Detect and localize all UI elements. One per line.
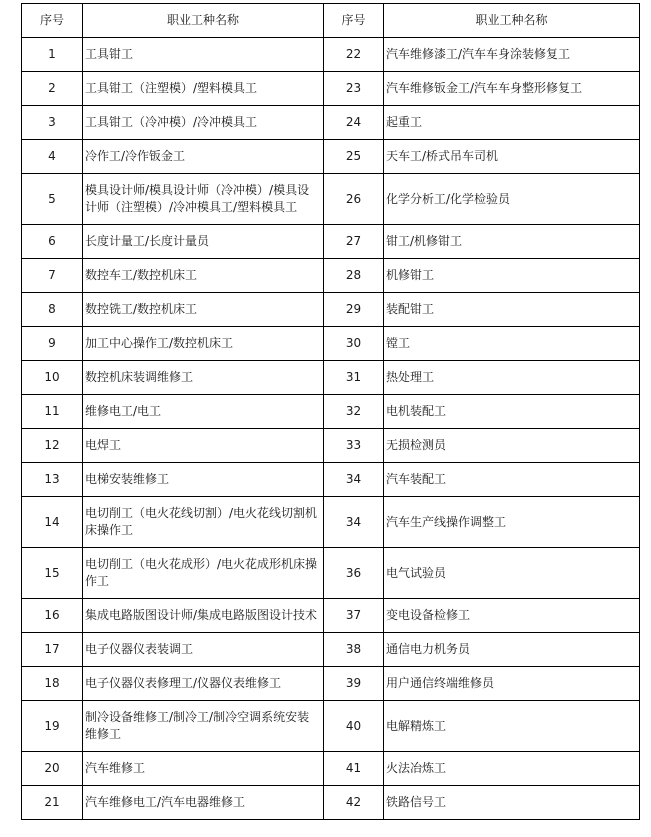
header-name-right: 职业工种名称 — [384, 4, 640, 38]
job-name-cell: 钳工/机修钳工 — [384, 225, 640, 259]
header-serial-right: 序号 — [324, 4, 384, 38]
table-row — [22, 497, 640, 548]
job-name-cell: 电机装配工 — [384, 395, 640, 429]
job-name-cell: 装配钳工 — [384, 293, 640, 327]
table-row — [22, 106, 640, 140]
serial-cell: 34 — [324, 497, 384, 548]
job-name-cell: 无损检测员 — [384, 429, 640, 463]
serial-cell: 32 — [324, 395, 384, 429]
serial-cell: 34 — [324, 463, 384, 497]
table-row — [22, 548, 640, 599]
serial-cell: 13 — [22, 463, 83, 497]
job-name-cell: 镗工 — [384, 327, 640, 361]
table-row — [22, 225, 640, 259]
job-name-cell: 火法冶炼工 — [384, 752, 640, 786]
job-name-cell: 天车工/桥式吊车司机 — [384, 140, 640, 174]
job-name-cell: 通信电力机务员 — [384, 633, 640, 667]
serial-cell: 21 — [22, 786, 83, 820]
serial-cell: 30 — [324, 327, 384, 361]
table-row — [22, 140, 640, 174]
table-row — [22, 361, 640, 395]
table-row — [22, 259, 640, 293]
job-name-cell: 工具钳工（注塑模）/塑料模具工 — [83, 72, 324, 106]
table-row — [22, 174, 640, 225]
job-name-cell: 铁路信号工 — [384, 786, 640, 820]
job-name-cell: 电气试验员 — [384, 548, 640, 599]
serial-cell: 1 — [22, 38, 83, 72]
serial-cell: 5 — [22, 174, 83, 225]
serial-cell: 37 — [324, 599, 384, 633]
job-name-cell: 维修电工/电工 — [83, 395, 324, 429]
header-serial-left: 序号 — [22, 4, 83, 38]
table-row — [22, 293, 640, 327]
serial-cell: 4 — [22, 140, 83, 174]
job-name-cell: 工具钳工 — [83, 38, 324, 72]
job-name-cell: 电焊工 — [83, 429, 324, 463]
serial-cell: 26 — [324, 174, 384, 225]
job-name-cell: 热处理工 — [384, 361, 640, 395]
serial-cell: 38 — [324, 633, 384, 667]
job-name-cell: 数控车工/数控机床工 — [83, 259, 324, 293]
serial-cell: 29 — [324, 293, 384, 327]
job-name-cell: 工具钳工（冷冲模）/冷冲模具工 — [83, 106, 324, 140]
header-name-left: 职业工种名称 — [83, 4, 324, 38]
table-row — [22, 72, 640, 106]
job-name-cell: 汽车维修电工/汽车电器维修工 — [83, 786, 324, 820]
serial-cell: 10 — [22, 361, 83, 395]
job-name-cell: 电梯安装维修工 — [83, 463, 324, 497]
job-name-cell: 化学分析工/化学检验员 — [384, 174, 640, 225]
job-name-cell: 冷作工/冷作钣金工 — [83, 140, 324, 174]
table-row — [22, 633, 640, 667]
serial-cell: 2 — [22, 72, 83, 106]
table-row — [22, 752, 640, 786]
job-name-cell: 制冷设备维修工/制冷工/制冷空调系统安装维修工 — [83, 701, 324, 752]
table-row — [22, 463, 640, 497]
serial-cell: 31 — [324, 361, 384, 395]
job-name-cell: 模具设计师/模具设计师（冷冲模）/模具设计师（注塑模）/冷冲模具工/塑料模具工 — [83, 174, 324, 225]
table-row — [22, 701, 640, 752]
job-name-cell: 数控铣工/数控机床工 — [83, 293, 324, 327]
job-name-cell: 变电设备检修工 — [384, 599, 640, 633]
serial-cell: 42 — [324, 786, 384, 820]
job-name-cell: 电子仪器仪表装调工 — [83, 633, 324, 667]
table-row — [22, 786, 640, 820]
serial-cell: 6 — [22, 225, 83, 259]
serial-cell: 28 — [324, 259, 384, 293]
table-header-row — [22, 4, 640, 38]
serial-cell: 39 — [324, 667, 384, 701]
job-name-cell: 用户通信终端维修员 — [384, 667, 640, 701]
table-row — [22, 38, 640, 72]
serial-cell: 36 — [324, 548, 384, 599]
job-name-cell: 汽车装配工 — [384, 463, 640, 497]
serial-cell: 9 — [22, 327, 83, 361]
job-name-cell: 数控机床装调维修工 — [83, 361, 324, 395]
serial-cell: 41 — [324, 752, 384, 786]
job-name-cell: 起重工 — [384, 106, 640, 140]
serial-cell: 18 — [22, 667, 83, 701]
serial-cell: 17 — [22, 633, 83, 667]
serial-cell: 25 — [324, 140, 384, 174]
table-row — [22, 327, 640, 361]
serial-cell: 23 — [324, 72, 384, 106]
job-name-cell: 长度计量工/长度计量员 — [83, 225, 324, 259]
table-row — [22, 395, 640, 429]
table-row — [22, 599, 640, 633]
job-name-cell: 汽车维修漆工/汽车车身涂装修复工 — [384, 38, 640, 72]
job-name-cell: 汽车维修钣金工/汽车车身整形修复工 — [384, 72, 640, 106]
serial-cell: 14 — [22, 497, 83, 548]
serial-cell: 11 — [22, 395, 83, 429]
job-name-cell: 电解精炼工 — [384, 701, 640, 752]
table-row — [22, 429, 640, 463]
job-name-cell: 电切削工（电火花成形）/电火花成形机床操作工 — [83, 548, 324, 599]
job-name-cell: 汽车维修工 — [83, 752, 324, 786]
serial-cell: 16 — [22, 599, 83, 633]
serial-cell: 27 — [324, 225, 384, 259]
job-name-cell: 加工中心操作工/数控机床工 — [83, 327, 324, 361]
serial-cell: 24 — [324, 106, 384, 140]
job-name-cell: 机修钳工 — [384, 259, 640, 293]
table-row — [22, 667, 640, 701]
serial-cell: 15 — [22, 548, 83, 599]
serial-cell: 22 — [324, 38, 384, 72]
serial-cell: 40 — [324, 701, 384, 752]
serial-cell: 7 — [22, 259, 83, 293]
job-type-table — [21, 3, 640, 820]
serial-cell: 8 — [22, 293, 83, 327]
serial-cell: 20 — [22, 752, 83, 786]
job-name-cell: 电切削工（电火花线切割）/电火花线切割机床操作工 — [83, 497, 324, 548]
job-name-cell: 汽车生产线操作调整工 — [384, 497, 640, 548]
serial-cell: 19 — [22, 701, 83, 752]
serial-cell: 12 — [22, 429, 83, 463]
serial-cell: 33 — [324, 429, 384, 463]
serial-cell: 3 — [22, 106, 83, 140]
job-name-cell: 集成电路版图设计师/集成电路版图设计技术 — [83, 599, 324, 633]
job-name-cell: 电子仪器仪表修理工/仪器仪表维修工 — [83, 667, 324, 701]
